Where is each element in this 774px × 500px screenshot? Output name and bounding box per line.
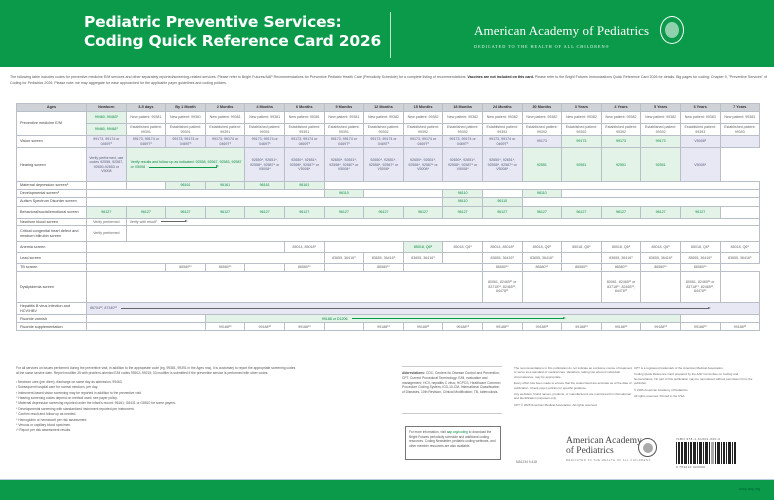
row-label: Autism Spectrum Disorder screen	[17, 197, 87, 206]
table-cell: 99173, 99174 or 0469T³	[205, 136, 245, 148]
table-cell: Established patient: 99392	[562, 124, 602, 136]
footer-org-tagline: DEDICATED TO THE HEALTH OF ALL CHILDREN®	[566, 459, 651, 462]
table-cell: 96110	[443, 197, 483, 206]
footer-band	[0, 479, 774, 500]
table-cell: 86580¹⁰	[522, 264, 562, 272]
col-header: 15 Months	[403, 104, 443, 112]
barcode-icon	[676, 442, 756, 464]
aap-seal-icon	[660, 16, 684, 44]
table-cell: 99460, 99461²	[87, 124, 127, 136]
footnote-item: ⁸ Hemoglobin or hematocrit per risk assessment.	[16, 417, 88, 422]
abbreviations-text: CDC, Centers for Disease Control and Prevention; CPT, Current Procedural Terminology; E/M, evaluation and management; HCV, hepatitis C virus; HCPCS, Healthcare Common Procedure Coding System; ICD-10-CM, International Classification of Diseases, 10th Revision, Clinical Modification; TB, tuberculosis.	[402, 371, 501, 395]
table-cell: 99173, 99174 or 0469T³	[403, 136, 443, 148]
row-label: Vision screen	[17, 136, 87, 148]
table-cell: 96127	[562, 206, 602, 218]
table-cell: New patient: 99382	[364, 112, 404, 124]
arrow-right-icon	[161, 221, 186, 222]
table-cell: 96161	[245, 182, 285, 190]
table-cell: 99188¹³	[403, 323, 443, 331]
col-header: 3-5 days	[126, 104, 166, 112]
intro-text	[10, 74, 770, 86]
table-row-behavioral	[17, 206, 760, 218]
barcode-number: 9 781610 020000	[676, 465, 706, 469]
table-cell: 96127	[284, 206, 324, 218]
table-cell: New patient: 99383	[720, 112, 760, 124]
table-cell: 92551	[562, 148, 602, 182]
table-cell-empty	[87, 242, 285, 253]
table-cell-empty	[87, 323, 206, 331]
col-header: By 1 Month	[166, 104, 206, 112]
isbn-label: ISBN 978-1-61002-000-0	[676, 437, 721, 441]
col-header: 12 Months	[364, 104, 404, 112]
table-cell: Established patient: 99393	[680, 124, 720, 136]
table-cell: Established patient: 99392	[522, 124, 562, 136]
table-cell: 92650⁴, 92651⁴, 92558⁴, 92587⁴ or V5008⁴	[324, 148, 364, 182]
table-cell-empty	[364, 189, 443, 197]
table-cell: 99188¹³	[720, 323, 760, 331]
table-cell: 96127	[403, 206, 443, 218]
table-cell-empty	[324, 182, 760, 190]
table-cell: 99173	[641, 136, 681, 148]
row-label: Newborn blood screen	[17, 218, 87, 226]
info-box-text: For more information, visit	[409, 430, 446, 434]
col-header: 4 Months	[245, 104, 285, 112]
table-cell: 96127	[641, 206, 681, 218]
table-cell: 86580¹⁰	[482, 264, 522, 272]
row-label: Hearing screen	[17, 148, 87, 182]
table-cell: Established patient: 99391	[245, 124, 285, 136]
legal-paragraph: Any websites, brand names, products, or manufacturers are mentioned for informational and identification purposes only.	[514, 392, 631, 401]
table-cell: Established patient: 99391	[284, 124, 324, 136]
table-cell	[87, 182, 127, 190]
footnote-item: ¹⁰ Report per risk assessment results.	[16, 428, 72, 433]
table-cell: 96127	[324, 206, 364, 218]
table-cell: 99173, 99174 or 0469T³	[324, 136, 364, 148]
table-row-fluoride-supp	[17, 323, 760, 331]
table-cell: 96127	[126, 206, 166, 218]
col-header: Ages	[17, 104, 87, 112]
table-cell: 96127	[245, 206, 285, 218]
table-cell: 96127	[482, 206, 522, 218]
table-cell: New patient: 99383	[680, 112, 720, 124]
table-cell: V5008⁴	[680, 148, 720, 182]
table-cell: New patient: 99382	[641, 112, 681, 124]
table-cell: 92650⁴, 92651⁴, 92558⁴, 92587⁴ or V5008⁴	[403, 148, 443, 182]
table-cell: New patient: 99382	[601, 112, 641, 124]
table-cell: 83655, 36416⁹	[324, 253, 364, 264]
table-cell: 96161	[205, 182, 245, 190]
table-cell: New patient: 99382	[522, 112, 562, 124]
table-cell-empty	[87, 272, 483, 303]
table-cell-empty	[87, 253, 325, 264]
footnotes	[16, 366, 296, 434]
table-cell: Established patient: 99391	[324, 124, 364, 136]
footnote-item: ³ Instrument-based vision screening may be reported in addition to the preventive visit.	[16, 390, 142, 395]
table-cell: New patient: 99381	[166, 112, 206, 124]
fluoride-varnish-span-text: 99188 or D1206	[321, 316, 348, 321]
table-cell: 85018, Q6⁸	[680, 242, 720, 253]
footnote-item: ⁹ Venous or capillary blood specimen.	[16, 423, 72, 428]
table-row-preventive-new	[17, 112, 760, 124]
table-cell: 99188¹³	[205, 323, 245, 331]
hearing-span-text: Verify results and follow up as indicated: 92558, 92567, 92583, 92587 or V5008	[130, 160, 242, 169]
col-header: 5 Years	[641, 104, 681, 112]
table-cell-empty	[87, 264, 166, 272]
table-cell	[126, 182, 166, 190]
org-tagline: DEDICATED TO THE HEALTH OF ALL CHILDREN®	[474, 44, 610, 49]
col-header: 24 Months	[482, 104, 522, 112]
table-cell: 99188¹³	[245, 323, 285, 331]
table-cell: 83655, 36416⁹	[403, 253, 443, 264]
table-cell: 86580¹⁰	[601, 264, 641, 272]
table-cell: 83655, 36416⁹	[482, 253, 522, 264]
table-cell-empty	[522, 197, 760, 206]
table-cell: 85018, Q6⁸	[601, 242, 641, 253]
table-cell-empty	[720, 272, 760, 303]
table-cell: New patient: 99381	[205, 112, 245, 124]
table-row-autism	[17, 197, 760, 206]
table-cell: 80061, 82465¹¹ or 83718¹¹, 82465¹¹, 84478¹¹	[680, 272, 720, 303]
footer-org-line-1: American Academy	[566, 436, 642, 446]
aap-seal-icon	[638, 438, 657, 457]
table-cell: 99173, 99174 or 0469T³	[126, 136, 166, 148]
legal-paragraph: CPT is a registered trademark of the American Medical Association.	[634, 366, 724, 370]
table-cell: 99188¹³	[641, 323, 681, 331]
legal-paragraph: All rights reserved. Printed in the USA.	[634, 394, 686, 399]
table-cell: 96127	[205, 206, 245, 218]
table-cell: Established patient: 99392	[482, 124, 522, 136]
table-cell: 99173	[601, 136, 641, 148]
table-cell-empty	[324, 264, 364, 272]
table-cell: 85014, 85018⁸	[482, 242, 522, 253]
footnote-item: ⁷ Confirm result and follow up as needed.	[16, 412, 77, 417]
title-line-1: Pediatric Preventive Services:	[84, 13, 342, 31]
table-cell: Established patient: 99392	[364, 124, 404, 136]
col-header: Newborn	[87, 104, 127, 112]
row-label: Developmental screen⁶	[17, 189, 87, 197]
legal-paragraph: Coding Quick Reference Card prepared by the AAP Committee on Coding and Nomenclature. No part of this publication may be reproduced without permission from the publisher.	[634, 372, 753, 386]
table-cell: 99460, 99463¹	[87, 112, 127, 124]
col-header: 6 Years	[680, 104, 720, 112]
row-label: Behavioral/social/emotional screen	[17, 206, 87, 218]
col-header: 2 Months	[205, 104, 245, 112]
table-cell: 85018, Q6⁸	[641, 242, 681, 253]
table-cell: New patient: 99381	[324, 112, 364, 124]
legal-paragraph: CPT © 2025 American Medical Association. All rights reserved.	[514, 402, 598, 407]
table-cell: 99188¹³	[562, 323, 602, 331]
table-row-vision	[17, 136, 760, 148]
table-cell-empty	[403, 264, 482, 272]
row-label: Lead screen	[17, 253, 87, 264]
table-row-tb	[17, 264, 760, 272]
footnote-item: ⁴ Hearing screening codes depend on method used; see payer policy.	[16, 396, 118, 401]
table-cell: 96127	[166, 206, 206, 218]
divider	[402, 413, 502, 414]
info-box	[405, 426, 501, 460]
table-header-row	[17, 104, 760, 112]
hep-b-span-text: 86704¹², 87340¹²	[90, 306, 117, 311]
table-cell: 99173, 99174 or 0469T³	[284, 136, 324, 148]
table-cell: Established patient: 99393	[720, 124, 760, 136]
table-cell: 99173	[522, 136, 562, 148]
table-cell	[720, 136, 760, 148]
row-label: Critical congenital heart defect and newborn bilirubin screen	[17, 226, 87, 242]
legal-paragraph: © 2026 American Academy of Pediatrics.	[634, 387, 689, 392]
table-cell: 99173, 99174 or 0469T³	[245, 136, 285, 148]
table-cell-empty	[87, 197, 443, 206]
table-row-anemia	[17, 242, 760, 253]
info-box-text: to download the Bright Futures periodicity schedule and additional coding resources. Coding Newsletter, pediatric coding webinars, and other member resources are also available.	[409, 430, 496, 448]
col-header: 7 Years	[720, 104, 760, 112]
table-cell-empty	[443, 253, 483, 264]
table-cell: 92650⁴, 92651⁴, 92558⁴, 92587⁴ or V5008⁴	[284, 148, 324, 182]
table-cell: 83655, 36416⁹	[680, 253, 720, 264]
legal-text-2	[634, 366, 754, 400]
table-cell: 96161	[166, 182, 206, 190]
table-cell-empty	[562, 253, 602, 264]
row-label: Fluoride varnish	[17, 315, 87, 323]
table-row-newborn-blood	[17, 218, 760, 226]
table-cell: New patient: 99382	[482, 112, 522, 124]
col-header: 4 Years	[601, 104, 641, 112]
table-cell-empty	[482, 189, 522, 197]
table-cell: 83655, 36416⁹	[601, 253, 641, 264]
table-cell: New patient: 99381	[126, 112, 166, 124]
org-name: American Academy of Pediatrics	[474, 23, 650, 38]
table-row-cchd	[17, 226, 760, 242]
table-cell-empty	[87, 189, 325, 197]
table-cell-empty	[680, 315, 759, 323]
info-box-link[interactable]: aap.org/coding	[446, 430, 468, 434]
row-label: TB screen	[17, 264, 87, 272]
footer-url[interactable]: shop.aap.org	[739, 487, 760, 491]
legal-text	[514, 366, 634, 409]
table-cell: Verify performed	[87, 218, 127, 226]
table-cell: 92650⁴, 92651⁴, 92558⁴, 92587⁴ or V5008⁴	[364, 148, 404, 182]
table-cell: 86580¹⁰	[562, 264, 602, 272]
table-cell-empty	[87, 315, 206, 323]
table-cell: 99173, 99174 or 0469T³	[87, 136, 127, 148]
arrow-right-icon	[121, 308, 709, 309]
table-cell: 85018, Q6⁸	[720, 242, 760, 253]
table-cell: 86580¹⁰	[284, 264, 324, 272]
table-row-lead	[17, 253, 760, 264]
table-cell: 96110	[324, 189, 364, 197]
table-row-developmental	[17, 189, 760, 197]
table-cell: 85018, Q6⁸	[562, 242, 602, 253]
table-cell: Established patient: 99391	[126, 124, 166, 136]
table-cell: 80061, 82465¹¹ or 83718¹¹, 82465¹¹, 84478¹¹	[482, 272, 522, 303]
table-cell: V5008³	[680, 136, 720, 148]
table-cell: 92551	[641, 148, 681, 182]
table-cell: 99188¹³	[680, 323, 720, 331]
table-row-fluoride-varnish	[17, 315, 760, 323]
table-cell-empty	[522, 272, 601, 303]
legal-paragraph: The recommendations in this publication do not indicate an exclusive course of treatment or serve as a standard of medical care. Variations, taking into account individual circumstances, may be appropriate.	[514, 366, 633, 379]
barcode	[676, 437, 756, 469]
row-label: Preventive medicine E/M	[17, 112, 87, 136]
table-cell: New patient: 99382	[403, 112, 443, 124]
table-cell-span	[126, 148, 245, 182]
table-cell: 83655, 36416⁹	[522, 253, 562, 264]
footnote-item: ² Subsequent hospital care for normal newborn, per day.	[16, 385, 99, 390]
table-cell: 99188¹³	[482, 323, 522, 331]
table-cell-empty	[245, 264, 285, 272]
intro-text-2: Please refer to the Bright Futures Immunizations Quick Reference Card 2026 for details. Big pages for coding: Chapter 9, "Preventive Services" of Coding for Pediatrics 2026. Please note: we may aggregate for ease approached for the applicable payer guidelines and coding policies.	[10, 75, 767, 85]
table-cell: 99173, 99174 or 0469T³	[364, 136, 404, 148]
table-cell: 92650⁴, 92651⁴, 92558⁴, 92587⁴ or V5008⁴	[482, 148, 522, 182]
row-label: Maternal depression screen⁵	[17, 182, 87, 190]
table-cell: 92650⁴, 92651⁴, 92558⁴, 92587⁴ or V5008⁴	[245, 148, 285, 182]
table-cell: 83655, 36416⁹	[720, 253, 760, 264]
footnote-item: ⁶ Developmental screening with standardized instrument reported per instrument.	[16, 406, 135, 411]
table-cell: 99188¹³	[522, 323, 562, 331]
table-cell: 96127	[522, 206, 562, 218]
table-cell: Established patient: 99392	[641, 124, 681, 136]
intro-text-1: The following table includes codes for preventive medicine E/M services and other separately reported/screening-related services. Please refer to Bright Futures/AAP Recommendations for Preventive Pediatric Health Care (Periodicity Schedule) for a complete listing of recommendations.	[10, 75, 467, 79]
table-cell: 86580¹⁰	[641, 264, 681, 272]
table-cell: 86580¹⁰	[364, 264, 404, 272]
table-row-hearing	[17, 148, 760, 182]
table-row-preventive-established	[17, 124, 760, 136]
col-header: 6 Months	[284, 104, 324, 112]
table-cell: 96127	[87, 206, 127, 218]
table-cell: 83655, 36416⁹	[641, 253, 681, 264]
table-cell: 99188¹³	[443, 323, 483, 331]
footnote-item: ¹ Newborn care (per diem); discharge on same day as admission, 99463.	[16, 379, 123, 384]
table-cell: 96127	[443, 206, 483, 218]
table-cell: New patient: 99382	[443, 112, 483, 124]
table-cell: 85018, Q6⁸	[443, 242, 483, 253]
table-row-hep-b	[17, 303, 760, 315]
table-cell: Established patient: 99391	[205, 124, 245, 136]
abbreviations-label: Abbreviations:	[402, 371, 426, 375]
table-cell: 99188¹³	[601, 323, 641, 331]
intro-bold: Vaccines are not included on this card.	[467, 75, 534, 79]
table-cell: 99173, 99174 or 0469T³	[166, 136, 206, 148]
table-cell-empty	[562, 189, 760, 197]
table-cell: 85014, 85018⁸	[284, 242, 324, 253]
title-line-2: Coding Quick Reference Card 2026	[84, 32, 382, 50]
footnote-item: ⁵ Maternal depression screening reported under the infant's record: 96161; G8431 or G8510 for some payers.	[16, 401, 176, 406]
col-header: 18 Months	[443, 104, 483, 112]
table-cell: 85018, Q6⁸	[522, 242, 562, 253]
table-cell: Established patient: 99391	[166, 124, 206, 136]
org-logo-text	[474, 23, 649, 49]
table-cell: New patient: 99382	[562, 112, 602, 124]
arrow-right-icon	[352, 318, 564, 319]
table-cell: 99188¹³	[284, 323, 324, 331]
table-cell: 92551	[522, 148, 562, 182]
table-cell: 96110	[482, 197, 522, 206]
arrow-right-icon	[149, 167, 217, 168]
table-cell: 96127	[601, 206, 641, 218]
table-cell-empty	[324, 323, 364, 331]
table-cell: 86580¹⁰	[166, 264, 206, 272]
table-cell: Established patient: 99392	[601, 124, 641, 136]
table-cell: Established patient: 99392	[443, 124, 483, 136]
table-cell: 99173, 99174 or 0469T³	[443, 136, 483, 148]
table-cell: 99173, 99174 or 0469T³	[482, 136, 522, 148]
footnotes-lead: For all services on issues performed during the preventive visit, in addition to the appropriate code (eg, 99381, 99391 in the Ages row), it is customary to report the appropriate screening codes at the same service date. Report modifier 25 with problem-oriented E/M codes 99202–99215; 33 modifier is submitted if the preventive service is performed with other codes.	[16, 366, 296, 376]
table-cell: 86580¹⁰	[205, 264, 245, 272]
legal-paragraph: Every effort has been made to ensure that the codes listed are accurate as of the date of publication. Check payer policies for specific guidance.	[514, 381, 632, 390]
header-divider	[390, 12, 391, 58]
page-title	[84, 13, 381, 51]
table-cell: 80061, 82465¹¹ or 83718¹¹, 82465¹¹, 84478¹¹	[601, 272, 641, 303]
item-number: MA1234 9-418	[516, 460, 537, 464]
newborn-blood-span-text: Verify with result⁷	[129, 219, 158, 224]
row-label: Dyslipidemia screen	[17, 272, 87, 303]
table-cell: 96110	[522, 189, 562, 197]
footer-org-line-2: of Pediatrics	[566, 446, 614, 456]
table-cell: New patient: 99381	[245, 112, 285, 124]
table-cell: 92551	[601, 148, 641, 182]
row-label: Anemia screen	[17, 242, 87, 253]
table-cell: 96161	[284, 182, 324, 190]
table-cell-empty	[720, 206, 760, 218]
table-cell: Established patient: 99392	[403, 124, 443, 136]
row-label: Fluoride supplementation	[17, 323, 87, 331]
table-cell: New patient: 99381	[284, 112, 324, 124]
col-header: 9 Months	[324, 104, 364, 112]
col-header: 30 Months	[522, 104, 562, 112]
table-cell: 96110	[443, 189, 483, 197]
table-cell: 92650⁴, 92651⁴, 92558⁴, 92587⁴ or V5008⁴	[443, 148, 483, 182]
table-cell: 99188¹³	[364, 323, 404, 331]
table-cell-empty	[641, 272, 681, 303]
table-cell: 83655, 36416⁹	[364, 253, 404, 264]
table-cell: Verify performed	[87, 226, 127, 242]
table-cell: 86580¹⁰	[680, 264, 720, 272]
table-cell: 99173	[562, 136, 602, 148]
table-cell: 96127	[364, 206, 404, 218]
table-cell: 96127	[680, 206, 720, 218]
coding-table	[16, 103, 760, 331]
table-cell-span	[205, 315, 680, 323]
table-cell-span	[87, 303, 760, 315]
table-cell-span	[126, 218, 760, 226]
abbreviations	[402, 366, 502, 395]
table-cell: 85018, Q6⁸	[403, 242, 443, 253]
row-label: Hepatitis B virus infection and HCV/HBV	[17, 303, 87, 315]
col-header: 3 Years	[562, 104, 602, 112]
table-row-maternal-depression	[17, 182, 760, 190]
table-cell-empty	[324, 242, 403, 253]
header-banner	[0, 0, 774, 67]
table-row-dyslipidemia	[17, 272, 760, 303]
table-cell-empty	[126, 226, 760, 242]
table-cell: Verify performed, use codes 92558, 92587, 92650-92653 or V5008	[87, 148, 127, 182]
